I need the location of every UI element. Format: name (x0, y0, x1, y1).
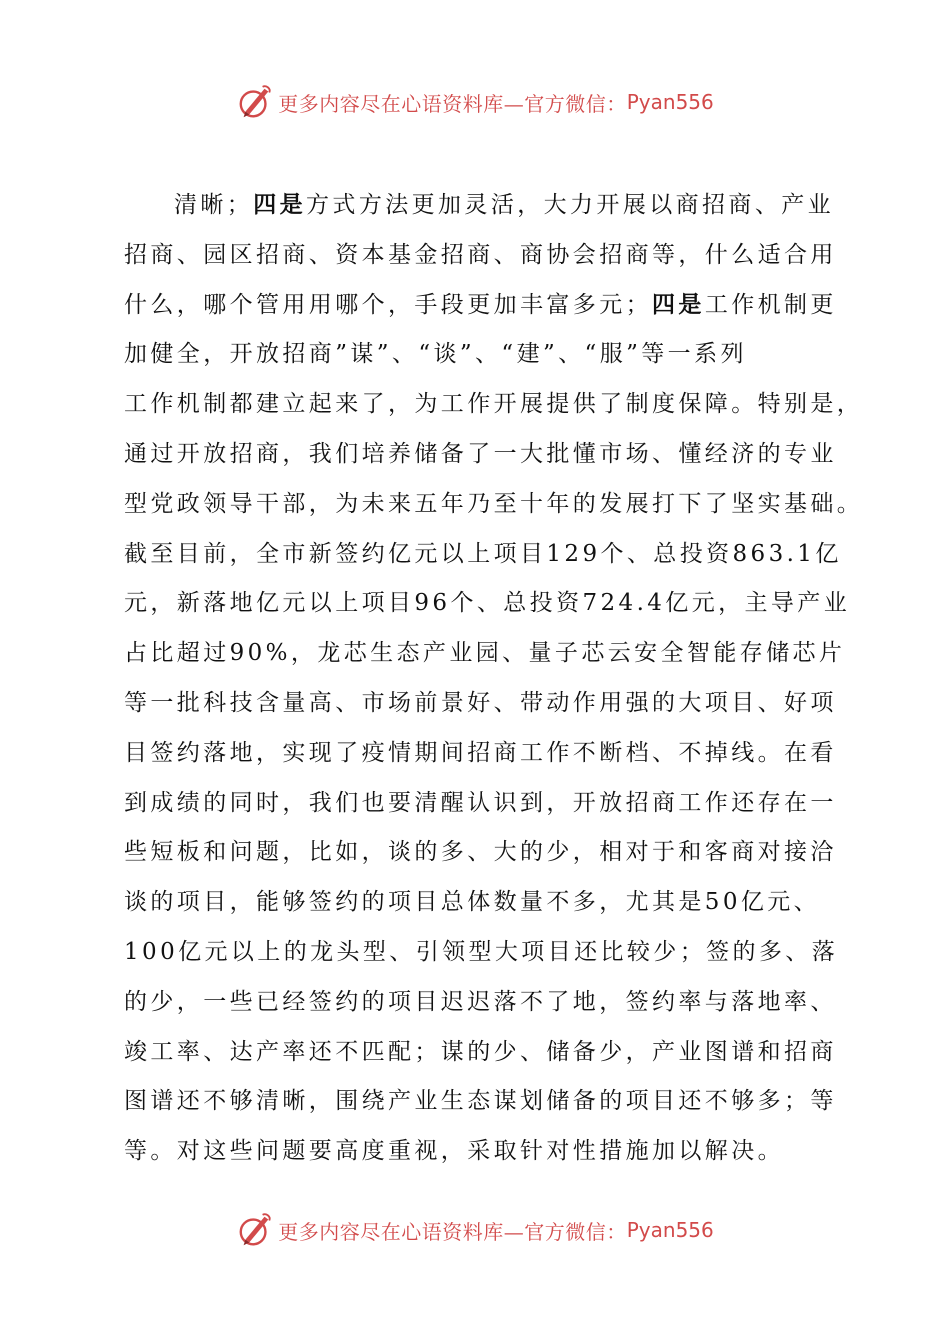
watermark-text: 更多内容尽在心语资料库—官方微信： (278, 1219, 627, 1244)
pen-logo-icon (236, 83, 274, 121)
text-line: 到成绩的同时，我们也要清醒认识到，开放招商工作还存在一 (124, 789, 837, 816)
emphasis-label: 四是 (652, 291, 705, 318)
watermark-wechat-id: Pyan556 (626, 1218, 714, 1242)
text-line: 什么，哪个管用用哪个，手段更加丰富多元；四是工作机制更 (124, 291, 837, 318)
watermark-text: 更多内容尽在心语资料库—官方微信： (278, 91, 627, 116)
text-line: 等。对这些问题要高度重视，采取针对性措施加以解决。 (124, 1138, 784, 1165)
text-line: 目签约落地，实现了疫情期间招商工作不断档、不掉线。在看 (124, 739, 837, 766)
watermark-wechat-id: Pyan556 (626, 90, 714, 114)
text-line: 加健全，开放招商”谋”、“谈”、“建”、“服”等一系列 (124, 341, 747, 368)
emphasis-label: 四是 (253, 192, 307, 218)
footer-watermark (0, 1210, 950, 1250)
header-watermark (0, 82, 950, 122)
text-line: 谈的项目，能够签约的项目总体数量不多，尤其是50亿元、 (124, 889, 821, 916)
text-line: 工作机制都建立起来了，为工作开展提供了制度保障。特别是， (124, 391, 864, 418)
text-line: 的少，一些已经签约的项目迟迟落不了地，签约率与落地率、 (124, 988, 837, 1015)
text-line: 截至目前，全市新签约亿元以上项目129个、总投资863.1亿 (124, 540, 842, 567)
text-line: 图谱还不够清晰，围绕产业生态谋划储备的项目还不够多；等 (124, 1088, 837, 1115)
text-line: 等一批科技含量高、市场前景好、带动作用强的大项目、好项 (124, 689, 837, 716)
text-line: 招商、园区招商、资本基金招商、商协会招商等，什么适合用 (124, 241, 837, 268)
document-body (124, 181, 864, 1177)
text-line: 清晰；四是方式方法更加灵活，大力开展以商招商、产业 (174, 192, 835, 218)
text-line: 些短板和问题，比如，谈的多、大的少，相对于和客商对接洽 (124, 839, 837, 866)
pen-logo-icon (236, 1211, 274, 1249)
text-line: 元，新落地亿元以上项目96个、总投资724.4亿元，主导产业 (124, 590, 851, 617)
text-line: 通过开放招商，我们培养储备了一大批懂市场、懂经济的专业 (124, 440, 837, 467)
text-line: 100亿元以上的龙头型、引领型大项目还比较少；签的多、落 (124, 938, 839, 965)
text-line: 占比超过90%，龙芯生态产业园、量子芯云安全智能存储芯片 (124, 640, 846, 667)
text-line: 型党政领导干部，为未来五年乃至十年的发展打下了坚实基础。 (124, 490, 864, 517)
text-line: 竣工率、达产率还不匹配；谋的少、储备少，产业图谱和招商 (124, 1038, 837, 1065)
